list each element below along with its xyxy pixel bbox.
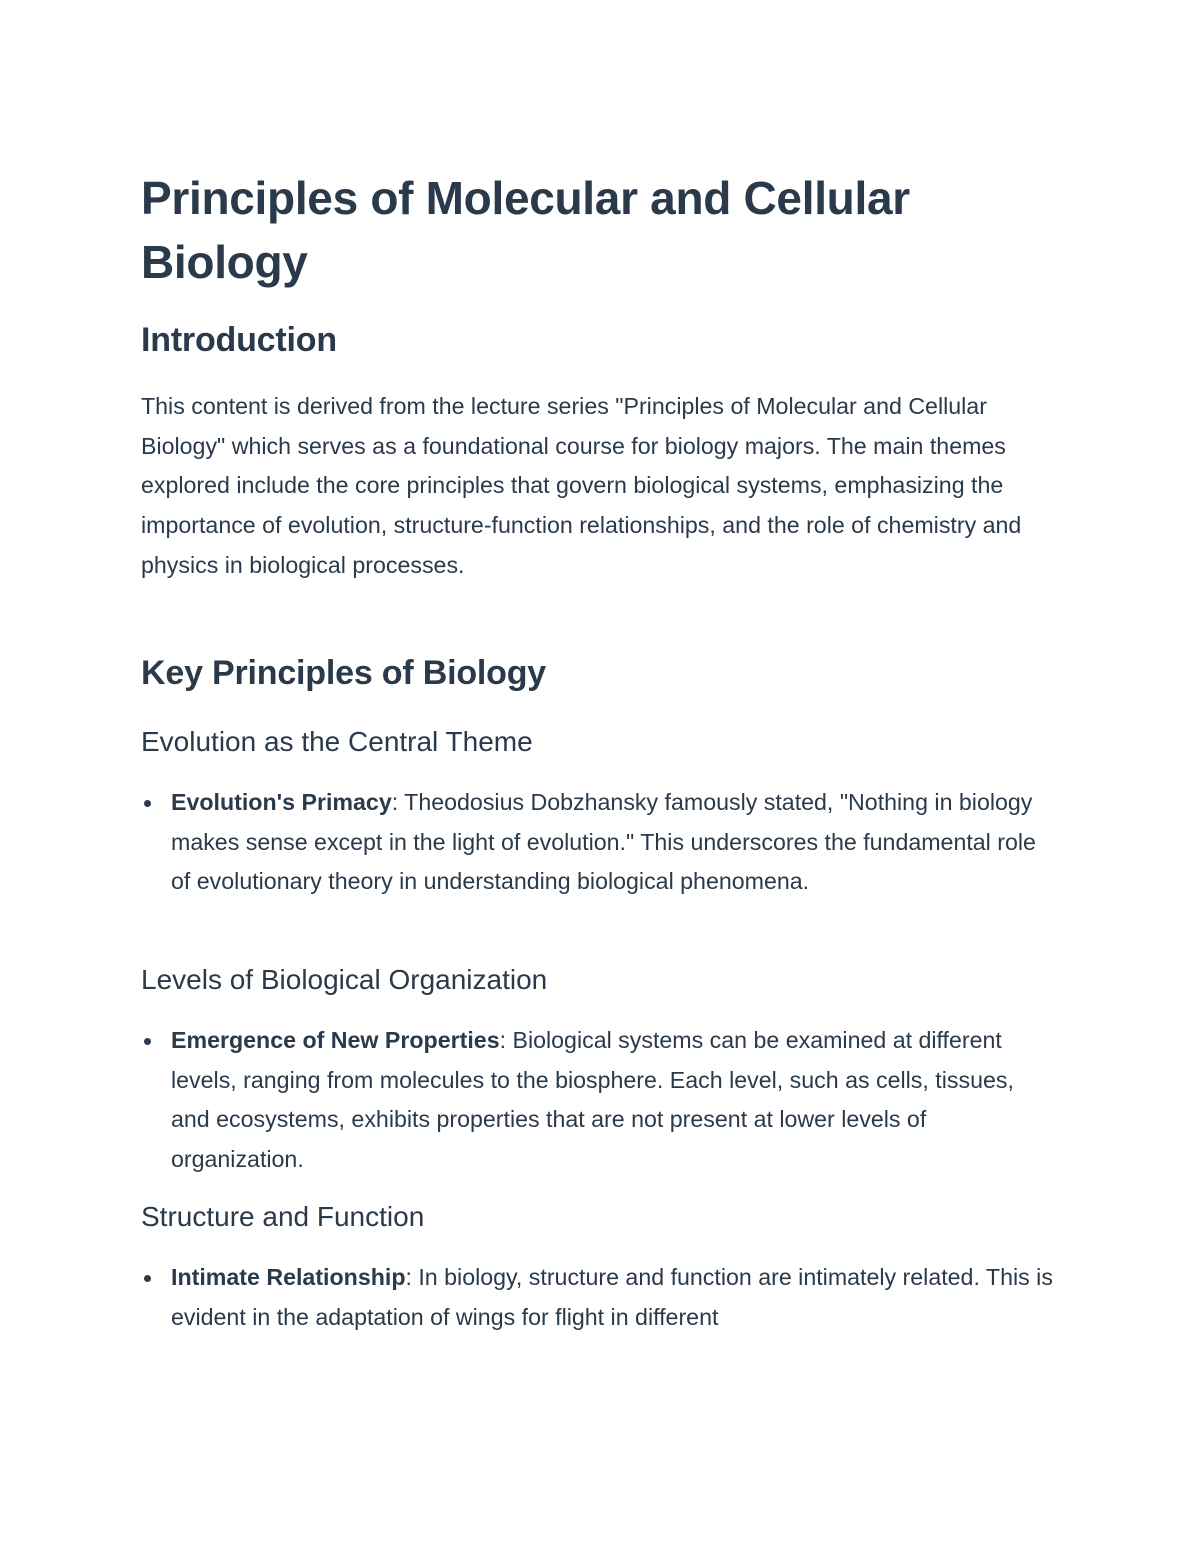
- bullet-term: Emergence of New Properties: [171, 1027, 500, 1053]
- structure-bullet-list: [141, 1258, 1056, 1337]
- bullet-term: Evolution's Primacy: [171, 789, 392, 815]
- subsection-heading-levels: Levels of Biological Organization: [141, 964, 548, 995]
- evolution-bullet-list: [141, 783, 1056, 902]
- document-page: [141, 0, 1056, 1553]
- bullet-term: Intimate Relationship: [171, 1264, 406, 1290]
- bullet-text: : Biological systems can be examined at different levels, ranging from molecules to the biosphere. Each level, such as cells, tissues, and ecosystems, exhibits properties that are not present at lower levels of organization.: [171, 1027, 1014, 1173]
- list-item: [141, 783, 1056, 902]
- bullet-icon: [144, 1038, 151, 1045]
- key-principles-heading: Key Principles of Biology: [141, 654, 546, 692]
- bullet-text: : In biology, structure and function are intimately related. This is evident in the adaptation of wings for flight in different: [171, 1264, 1053, 1330]
- subsection-heading-evolution: Evolution as the Central Theme: [141, 726, 533, 757]
- subsection-heading-structure: Structure and Function: [141, 1201, 425, 1232]
- bullet-icon: [144, 1275, 151, 1282]
- levels-bullet-list: [141, 1021, 1056, 1180]
- document-title: Principles of Molecular and Cellular Biology: [141, 172, 910, 288]
- introduction-paragraph: This content is derived from the lecture series "Principles of Molecular and Cellular Biology" which serves as a foundational course for biology majors. The main themes explored include the core principles that govern biological systems, emphasizing the importance of evolution, structure-function relationships, and the role of chemistry and physics in biological processes.: [141, 393, 1022, 578]
- bullet-text: : Theodosius Dobzhansky famously stated, "Nothing in biology makes sense except in the light of evolution." This underscores the fundamental role of evolutionary theory in understanding biological phenomena.: [171, 789, 1036, 895]
- introduction-heading: Introduction: [141, 321, 337, 359]
- list-item: [141, 1258, 1056, 1337]
- list-item: [141, 1021, 1056, 1180]
- bullet-icon: [144, 800, 151, 807]
